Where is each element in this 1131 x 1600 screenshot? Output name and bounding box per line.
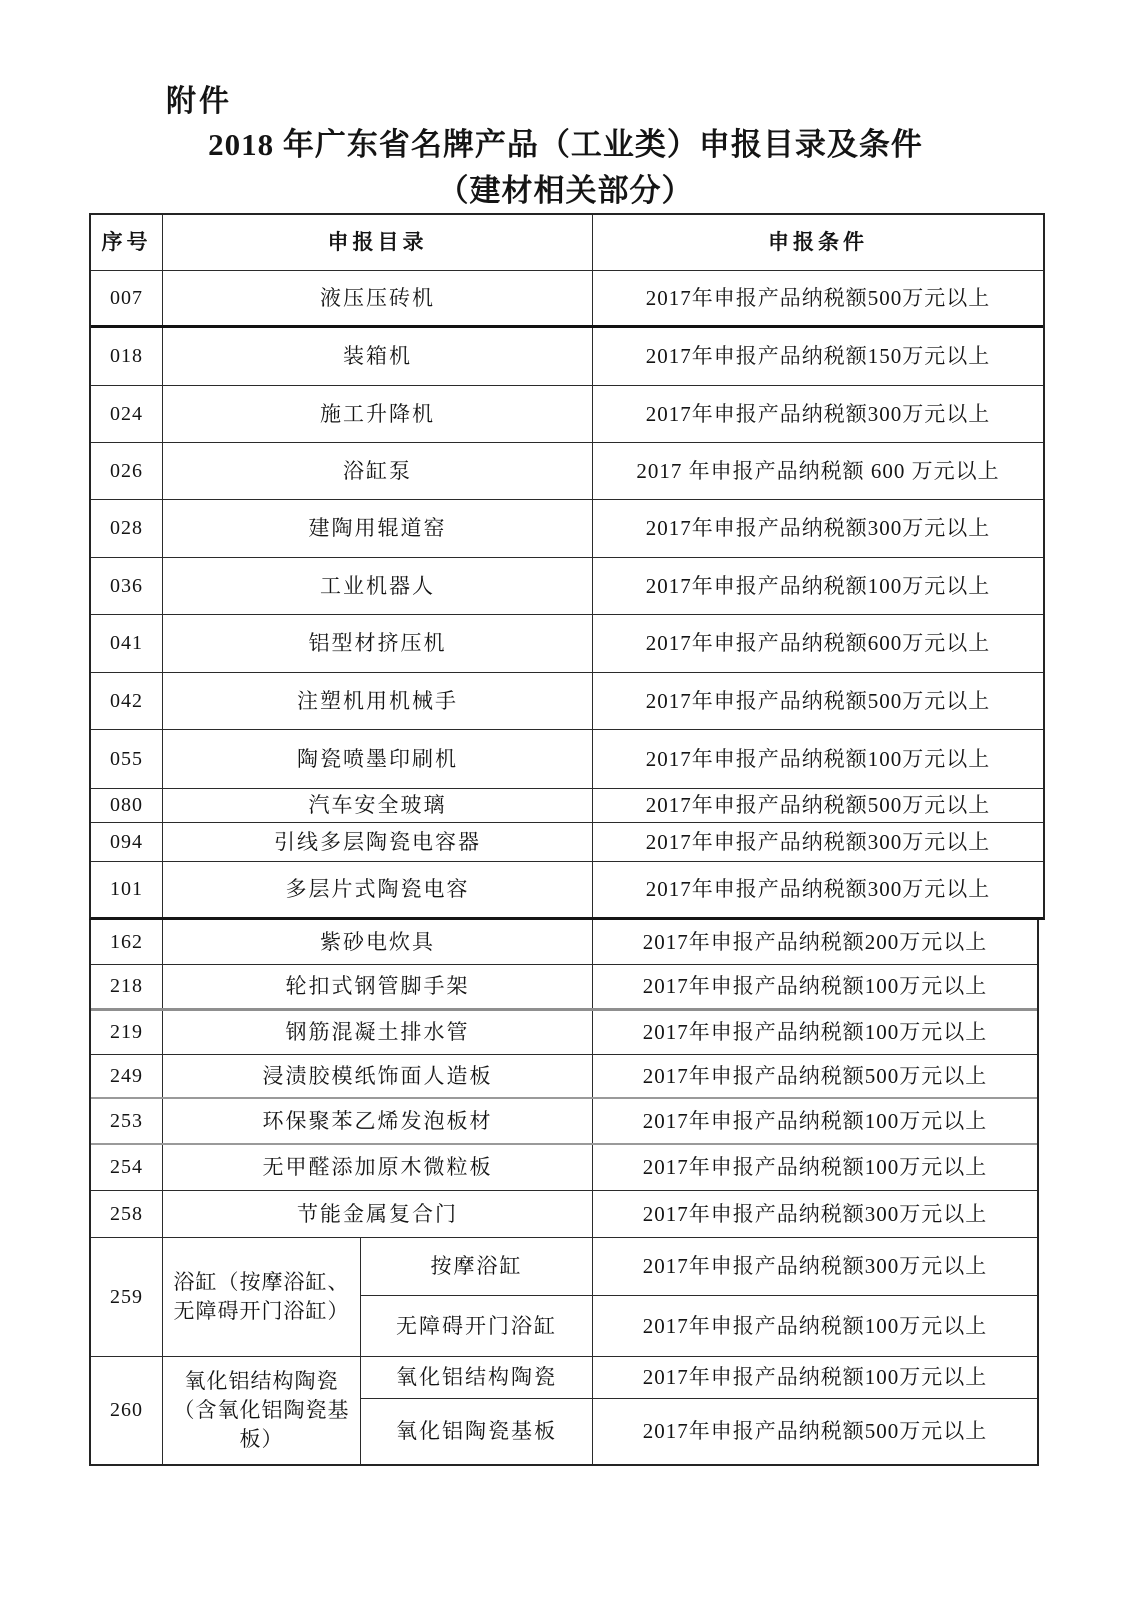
sub-catalog-cell: 氧化铝结构陶瓷 (361, 1357, 593, 1398)
table-sub-row (361, 1357, 1037, 1399)
row-index-cell: 254 (91, 1145, 163, 1190)
condition-cell: 2017年申报产品纳税额100万元以上 (642, 1155, 988, 1180)
document-title-line1: 2018 年广东省名牌产品（工业类）申报目录及条件 (208, 127, 923, 162)
column-header-catalog: 申报目录 (163, 215, 593, 270)
table-row (91, 328, 1043, 386)
catalog-cell: 汽车安全玻璃 (163, 789, 593, 822)
table-row (91, 1055, 1037, 1099)
attachment-label: 附件 (166, 85, 232, 118)
table-header-row (91, 215, 1043, 271)
condition-cell: 2017年申报产品纳税额300万元以上 (645, 829, 991, 854)
catalog-cell: 陶瓷喷墨印刷机 (163, 730, 593, 788)
row-index-cell: 218 (91, 965, 163, 1008)
table-row (91, 920, 1037, 965)
row-index-cell: 055 (91, 730, 163, 788)
condition-cell: 2017年申报产品纳税额300万元以上 (645, 516, 991, 541)
condition-cell: 2017年申报产品纳税额500万元以上 (642, 1419, 988, 1444)
table-fragment-top (89, 213, 1045, 920)
condition-cell: 2017年申报产品纳税额100万元以上 (642, 1108, 988, 1133)
table-row (91, 558, 1043, 615)
condition-cell: 2017年申报产品纳税额100万元以上 (642, 974, 988, 999)
table-sub-row (361, 1296, 1037, 1357)
catalog-cell: 液压压砖机 (163, 271, 593, 325)
row-index-cell: 101 (91, 862, 163, 917)
catalog-cell: 环保聚苯乙烯发泡板材 (163, 1099, 593, 1143)
catalog-cell: 工业机器人 (163, 558, 593, 614)
condition-cell: 2017年申报产品纳税额500万元以上 (645, 688, 991, 713)
sub-rows (361, 1238, 1037, 1356)
condition-cell: 2017年申报产品纳税额100万元以上 (645, 746, 991, 771)
condition-cell: 2017年申报产品纳税额300万元以上 (645, 401, 991, 426)
row-index-cell: 007 (91, 271, 163, 325)
condition-cell: 2017 年申报产品纳税额 600 万元以上 (636, 458, 1000, 483)
table-row (91, 730, 1043, 789)
condition-cell: 2017年申报产品纳税额500万元以上 (642, 1063, 988, 1088)
row-index-cell: 162 (91, 920, 163, 964)
row-index-cell: 260 (91, 1357, 163, 1464)
catalog-group-cell: 浴缸（按摩浴缸、无障碍开门浴缸） (163, 1238, 361, 1356)
table-row (91, 1357, 1037, 1464)
table-row (91, 386, 1043, 443)
column-header-condition: 申报条件 (768, 230, 868, 255)
table-row (91, 271, 1043, 328)
row-index-cell: 041 (91, 615, 163, 672)
table-row (91, 862, 1043, 917)
table-fragment-bottom (89, 920, 1039, 1466)
row-index-cell: 018 (91, 328, 163, 385)
catalog-cell: 浸渍胶模纸饰面人造板 (163, 1055, 593, 1097)
table-row (91, 500, 1043, 558)
column-header-index: 序号 (91, 215, 163, 270)
table-row (91, 789, 1043, 823)
row-index-cell: 028 (91, 500, 163, 557)
condition-cell: 2017年申报产品纳税额300万元以上 (642, 1201, 988, 1226)
catalog-cell: 节能金属复合门 (163, 1191, 593, 1237)
row-index-cell: 036 (91, 558, 163, 614)
sub-rows (361, 1357, 1037, 1464)
condition-cell: 2017年申报产品纳税额500万元以上 (645, 793, 991, 818)
sub-catalog-cell: 按摩浴缸 (361, 1238, 593, 1295)
row-index-cell: 259 (91, 1238, 163, 1356)
condition-cell: 2017年申报产品纳税额100万元以上 (645, 573, 991, 598)
table-row (91, 615, 1043, 673)
sub-catalog-cell: 无障碍开门浴缸 (361, 1296, 593, 1357)
condition-cell: 2017年申报产品纳税额500万元以上 (645, 285, 991, 310)
table-row (91, 1145, 1037, 1191)
table-row (91, 1099, 1037, 1145)
catalog-cell: 轮扣式钢管脚手架 (163, 965, 593, 1008)
catalog-group-cell: 氧化铝结构陶瓷（含氧化铝陶瓷基板） (163, 1357, 361, 1464)
catalog-cell: 铝型材挤压机 (163, 615, 593, 672)
condition-cell: 2017年申报产品纳税额100万元以上 (642, 1020, 988, 1045)
catalog-cell: 注塑机用机械手 (163, 673, 593, 729)
catalog-cell: 浴缸泵 (163, 443, 593, 499)
sub-catalog-cell: 氧化铝陶瓷基板 (361, 1399, 593, 1464)
table-row (91, 823, 1043, 862)
catalog-table (89, 213, 1045, 1466)
condition-cell: 2017年申报产品纳税额300万元以上 (642, 1254, 988, 1279)
document-title-line2: （建材相关部分） (437, 173, 694, 208)
table-row (91, 1191, 1037, 1238)
condition-cell: 2017年申报产品纳税额300万元以上 (645, 877, 991, 902)
condition-cell: 2017年申报产品纳税额100万元以上 (642, 1314, 988, 1339)
table-sub-row (361, 1238, 1037, 1296)
table-row (91, 965, 1037, 1011)
row-index-cell: 249 (91, 1055, 163, 1097)
row-index-cell: 219 (91, 1011, 163, 1054)
catalog-cell: 引线多层陶瓷电容器 (163, 823, 593, 861)
table-sub-row (361, 1399, 1037, 1464)
table-row (91, 1011, 1037, 1055)
row-index-cell: 094 (91, 823, 163, 861)
row-index-cell: 042 (91, 673, 163, 729)
catalog-cell: 多层片式陶瓷电容 (163, 862, 593, 917)
condition-cell: 2017年申报产品纳税额200万元以上 (642, 929, 988, 954)
table-row (91, 443, 1043, 500)
catalog-cell: 紫砂电炊具 (163, 920, 593, 964)
row-index-cell: 253 (91, 1099, 163, 1143)
condition-cell: 2017年申报产品纳税额600万元以上 (645, 631, 991, 656)
table-row (91, 1238, 1037, 1357)
row-index-cell: 026 (91, 443, 163, 499)
catalog-cell: 施工升降机 (163, 386, 593, 442)
table-row (91, 673, 1043, 730)
row-index-cell: 024 (91, 386, 163, 442)
catalog-cell: 装箱机 (163, 328, 593, 385)
condition-cell: 2017年申报产品纳税额150万元以上 (645, 344, 991, 369)
catalog-cell: 无甲醛添加原木微粒板 (163, 1145, 593, 1190)
catalog-cell: 钢筋混凝土排水管 (163, 1011, 593, 1054)
row-index-cell: 258 (91, 1191, 163, 1237)
catalog-cell: 建陶用辊道窑 (163, 500, 593, 557)
condition-cell: 2017年申报产品纳税额100万元以上 (642, 1365, 988, 1390)
row-index-cell: 080 (91, 789, 163, 822)
